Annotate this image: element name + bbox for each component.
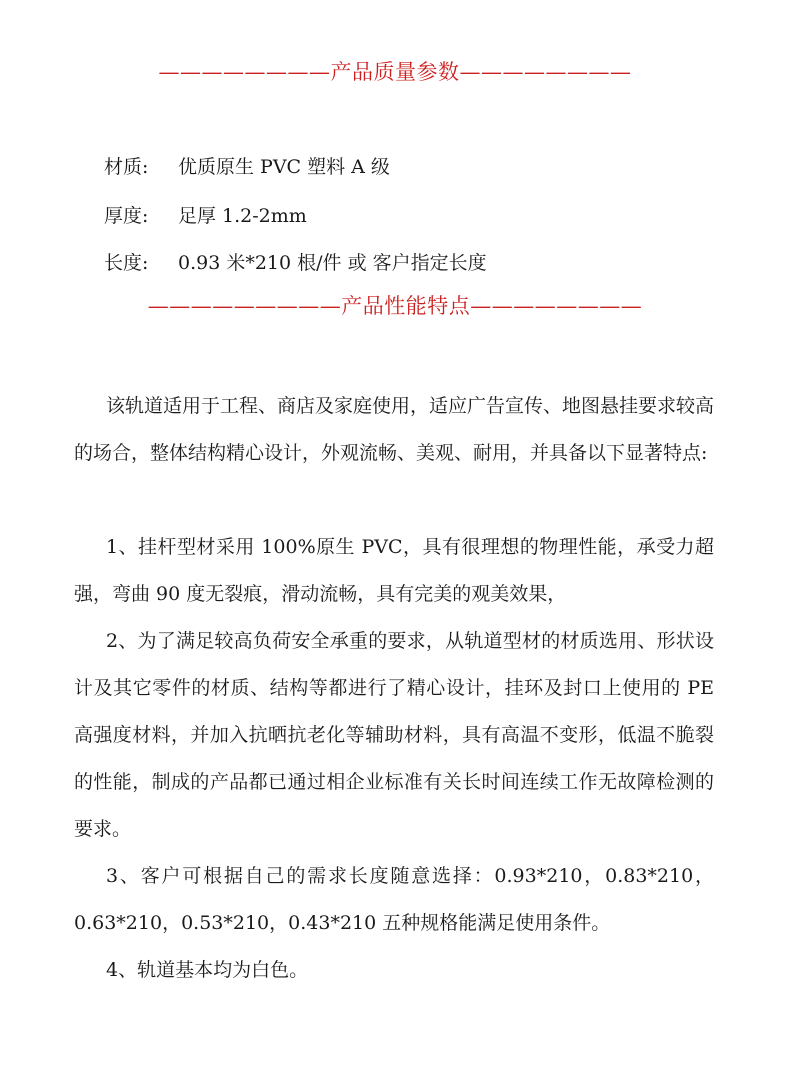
spec-row-thickness [104,201,307,228]
spec-label-thickness: 厚度: [104,205,149,227]
feature-4-block [74,947,714,994]
spec-label-length: 长度: [104,252,149,274]
feature-2-paragraph: 2、为了满足较高负荷安全承重的要求，从轨道型材的材质选用、形状设计及其它零件的材质、结构等都进行了精心设计，挂环及封口上使用的 PE 高强度材料，并加入抗晒抗老化等辅助材料，具有高温不变形，低温不脆裂的性能，制成的产品都已通过相企业标准有关长时间连续工作无故障检测的要求。 [74,630,714,840]
feature-4-paragraph: 4、轨道基本均为白色。 [106,959,309,981]
feature-1-block [74,524,714,618]
spec-label-material: 材质: [104,156,149,178]
spec-row-length [104,248,487,275]
spec-row-material [104,152,390,179]
spec-value-material: 优质原生 PVC 塑料 A 级 [178,156,390,178]
quality-parameters-heading: ————————产品质量参数———————— [158,60,632,84]
spec-value-thickness: 足厚 1.2-2mm [178,205,307,227]
intro-paragraph: 该轨道适用于工程、商店及家庭使用，适应广告宣传、地图悬挂要求较高的场合，整体结构精心设计，外观流畅、美观、耐用，并具备以下显著特点: [74,395,715,464]
intro-paragraph-block [74,383,714,477]
feature-2-block [74,618,714,853]
performance-features-heading: —————————产品性能特点———————— [147,294,643,318]
feature-1-paragraph: 1、挂杆型材采用 100%原生 PVC，具有很理想的物理性能，承受力超强，弯曲 90 度无裂痕，滑动流畅，具有完美的观美效果， [74,536,714,605]
feature-3-block [74,853,714,947]
feature-3-paragraph: 3、客户可根据自己的需求长度随意选择：0.93*210，0.83*210，0.63*210，0.53*210，0.43*210 五种规格能满足使用条件。 [74,865,714,934]
spec-value-length: 0.93 米*210 根/件 或 客户指定长度 [178,252,487,274]
